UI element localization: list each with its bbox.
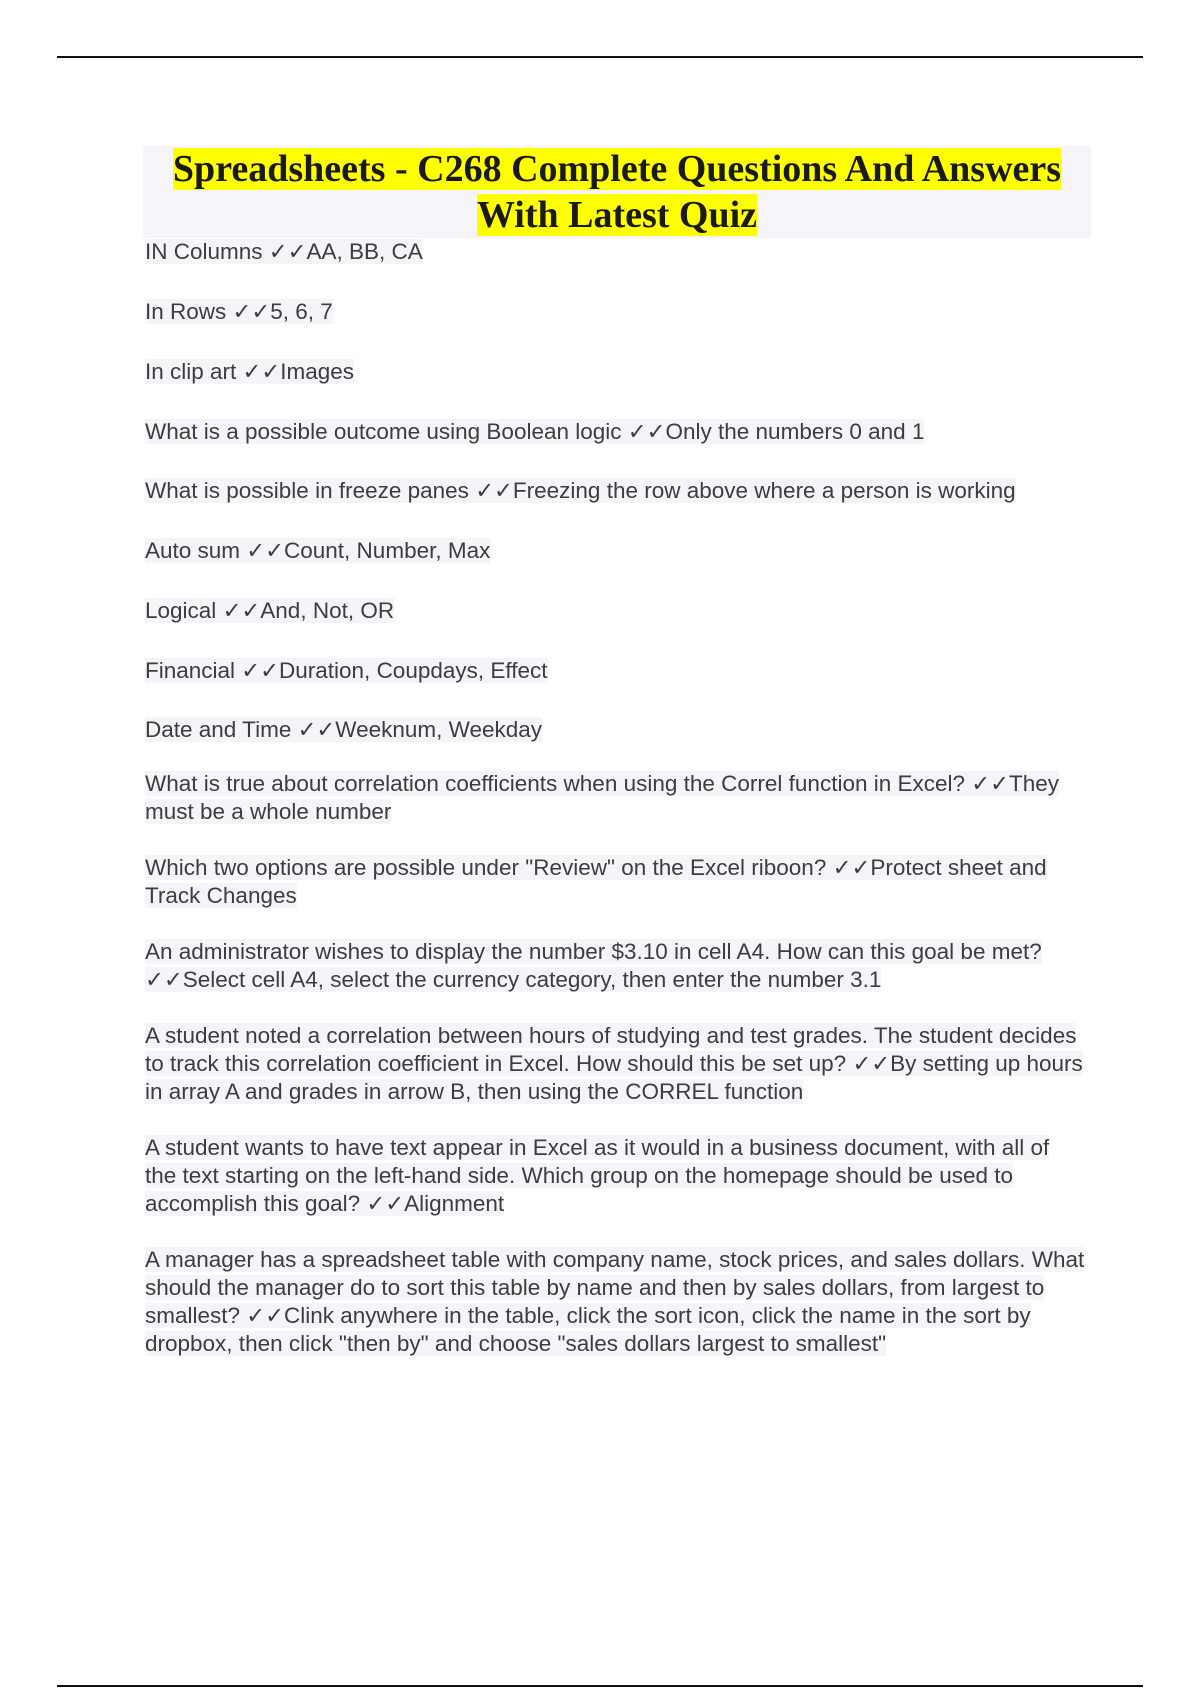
qa-item: Financial ✓✓Duration, Coupdays, Effect (145, 658, 548, 683)
top-rule (57, 56, 1143, 58)
check-icon: ✓✓ (145, 967, 183, 992)
qa-item: An administrator wishes to display the number $3.10 in cell A4. How can this goal be met? ✓✓Select cell A4, select the currency category, then enter the number 3.1 (145, 939, 1042, 992)
qa-item: Auto sum ✓✓Count, Number, Max (145, 538, 491, 563)
qa-item: In clip art ✓✓Images (145, 359, 355, 384)
check-icon: ✓✓ (627, 419, 666, 444)
check-icon: ✓✓ (852, 1051, 891, 1076)
check-icon: ✓✓ (222, 598, 261, 623)
check-icon: ✓✓ (832, 855, 871, 880)
title-line-1: Spreadsheets - C268 Complete Questions And Answers (172, 148, 1062, 190)
check-icon: ✓✓ (242, 359, 281, 384)
qa-item: In Rows ✓✓5, 6, 7 (145, 299, 333, 324)
qa-item: A student wants to have text appear in Excel as it would in a business document, with all of the text starting on the left-hand side. Which group on the homepage should be used to accomplish this goal? ✓✓Alignment (145, 1135, 1050, 1216)
qa-item: IN Columns ✓✓AA, BB, CA (145, 239, 423, 264)
qa-item: Which two options are possible under "Review" on the Excel riboon? ✓✓Protect sheet and Track Changes (145, 855, 1047, 908)
bottom-rule (57, 1685, 1143, 1687)
check-icon: ✓✓ (475, 478, 513, 503)
check-icon: ✓✓ (297, 717, 336, 742)
check-icon: ✓✓ (246, 538, 285, 563)
qa-item: Logical ✓✓And, Not, OR (145, 598, 395, 623)
title-line-2: With Latest Quiz (476, 194, 758, 236)
qa-item: What is a possible outcome using Boolean logic ✓✓Only the numbers 0 and 1 (145, 419, 925, 444)
qa-item: A manager has a spreadsheet table with company name, stock prices, and sales dollars. What should the manager do to sort this table by name and then by sales dollars, from largest to smallest? ✓✓Clink anywhere in the table, click the sort icon, click the name in the sort by dropbox, then click "then by" and choose "sales dollars largest to smallest" (145, 1247, 1085, 1356)
check-icon: ✓✓ (246, 1303, 285, 1328)
qa-item: A student noted a correlation between hours of studying and test grades. The student decides to track this correlation coefficient in Excel. How should this be set up? ✓✓By setting up hours in array A and grades in arrow B, then using the CORREL function (145, 1023, 1083, 1104)
check-icon: ✓✓ (232, 299, 271, 324)
title-block (143, 146, 1091, 238)
check-icon: ✓✓ (268, 239, 307, 264)
check-icon: ✓✓ (971, 771, 1009, 796)
qa-list (145, 238, 1085, 1358)
check-icon: ✓✓ (366, 1191, 405, 1216)
qa-item: Date and Time ✓✓Weeknum, Weekday (145, 717, 543, 742)
document-title (143, 146, 1091, 238)
qa-item: What is possible in freeze panes ✓✓Freezing the row above where a person is working (145, 478, 1016, 503)
qa-item: What is true about correlation coefficients when using the Correl function in Excel? ✓✓They must be a whole number (145, 771, 1060, 824)
check-icon: ✓✓ (241, 658, 280, 683)
